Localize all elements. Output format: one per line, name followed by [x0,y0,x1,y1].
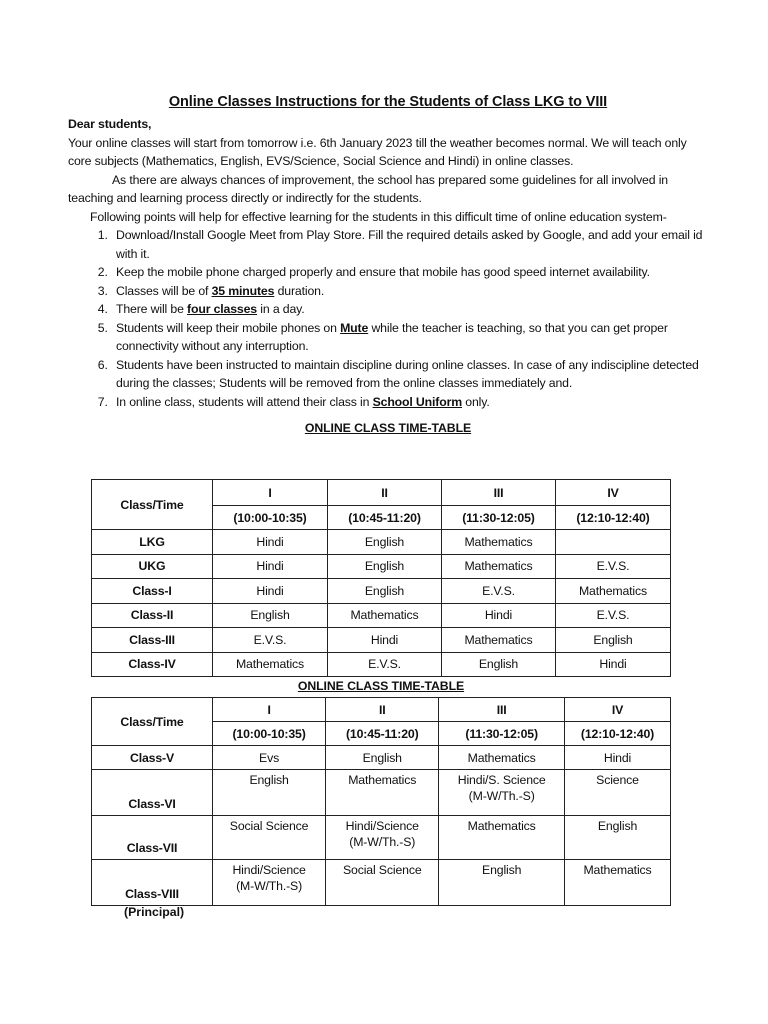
intro-paragraph: Your online classes will start from tomorrow i.e. 6th January 2023 till the weather becomes normal. We will teach only core subjects (Mathematics, English, EVS/Science, Social Science and Hindi) in online classes. [68,135,687,168]
table-row [92,579,671,604]
timetable-heading: ONLINE CLASS TIME-TABLE [304,421,472,435]
subject-cell [565,770,671,816]
subject-name: Mathematics [348,773,417,787]
subject-name: Hindi/S. Science [457,773,546,787]
class-time-header: Class/Time [92,698,213,746]
subject-cell: E.V.S. [441,579,555,604]
table-row [92,628,671,653]
table-row [92,816,671,860]
subject-days: (M-W/Th.-S) [468,789,535,803]
class-name: Class-III [92,628,213,653]
principal-signature: (Principal) [124,905,185,919]
greeting: Dear students, [68,117,152,131]
subject-cell [326,770,439,816]
subject-name: Hindi/Science [345,819,419,833]
emphasis: 35 minutes [211,283,275,298]
subject-cell: English [555,628,670,653]
subject-cell: Hindi [213,530,328,555]
subject-cell [213,746,326,770]
period-header: IV [555,480,670,506]
timetable-v-viii [91,697,671,906]
list-item: 4. There will be four classes in a day. [111,300,708,319]
class-name: LKG [92,530,213,555]
table-row [92,554,671,579]
subject-cell [565,746,671,770]
class-name: Class-VI [92,770,213,816]
table-header-row [92,480,671,506]
period-header: III [439,698,565,722]
subject-cell: Mathematics [328,603,442,628]
subject-cell: English [328,554,442,579]
list-item: 2. Keep the mobile phone charged properly and ensure that mobile has good speed internet availability. [111,263,708,282]
class-name: Class-VIII [92,860,213,906]
subject-cell: English [441,652,555,677]
table-header-row [92,698,671,722]
list-item: 7. In online class, students will attend their class in School Uniform only. [111,393,708,412]
subject-cell: E.V.S. [213,628,328,653]
list-item: 5. Students will keep their mobile phones on Mute while the teacher is teaching, so that you can get proper connectivity without any interruption. [111,319,708,356]
period-time: (12:10-12:40) [565,722,671,746]
subject-name: Hindi/Science [232,863,306,877]
improvement-paragraph: As there are always chances of improvement, the school has prepared some guidelines for all involved in teaching and learning process directly or indirectly for the students. [68,172,668,205]
subject-cell: English [328,579,442,604]
subject-name: Mathematics [583,863,652,877]
period-header: I [213,480,328,506]
period-time: (11:30-12:05) [439,722,565,746]
subject-name: English [482,863,522,877]
period-time: (10:00-10:35) [213,506,328,530]
class-name: Class-VII [92,816,213,860]
period-header: II [328,480,442,506]
subject-name: Mathematics [467,750,536,765]
page-title: Online Classes Instructions for the Students of Class LKG to VIII [168,94,608,110]
subject-name: Evs [259,750,280,765]
class-name: Class-IV [92,652,213,677]
emphasis: four classes [187,302,258,316]
class-name: UKG [92,554,213,579]
list-item: 3. Classes will be of 35 minutes duration. [111,282,708,301]
period-time: (10:45-11:20) [326,722,439,746]
subject-cell: Mathematics [441,628,555,653]
table-row [92,603,671,628]
subject-cell: Mathematics [441,530,555,555]
class-name: Class-I [92,579,213,604]
period-time: (10:00-10:35) [213,722,326,746]
subject-name: Science [596,773,639,787]
subject-cell [326,816,439,860]
period-header: IV [565,698,671,722]
subject-name: English [362,750,402,765]
subject-cell [213,860,326,906]
subject-cell [326,860,439,906]
emphasis: Mute [340,320,369,335]
table-row [92,530,671,555]
class-name: Class-II [92,603,213,628]
subject-name: Social Science [342,863,422,877]
subject-cell: English [328,530,442,555]
subject-cell: E.V.S. [328,652,442,677]
table-row [92,746,671,770]
subject-cell [565,816,671,860]
subject-cell [439,746,565,770]
subject-name: English [597,819,638,833]
timetable-lkg-iv [91,479,671,677]
timetable-heading-2: ONLINE CLASS TIME-TABLE [297,679,465,693]
subject-days: (M-W/Th.-S) [236,879,303,893]
table-row [92,770,671,816]
subject-cell [565,860,671,906]
period-time: (12:10-12:40) [555,506,670,530]
instructions-body [68,94,708,435]
subject-cell [439,860,565,906]
subject-cell [555,530,670,555]
subject-cell [439,770,565,816]
subject-cell: E.V.S. [555,603,670,628]
subject-cell: E.V.S. [555,554,670,579]
subject-cell: Hindi [441,603,555,628]
subject-name: Social Science [229,819,309,833]
period-header: I [213,698,326,722]
instruction-list [68,226,708,411]
emphasis: School Uniform [372,394,463,409]
list-item: 1. Download/Install Google Meet from Play Store. Fill the required details asked by Google, and add your email id with it. [111,226,708,263]
points-intro-paragraph: Following points will help for effective learning for the students in this difficult time of online education system- [90,209,667,224]
subject-cell: Hindi [213,579,328,604]
class-time-header: Class/Time [92,480,213,530]
period-header: II [326,698,439,722]
table-row [92,860,671,906]
subject-cell: Mathematics [555,579,670,604]
subject-cell: Hindi [328,628,442,653]
subject-cell [213,816,326,860]
subject-cell [213,770,326,816]
subject-name: English [249,773,289,787]
subject-cell: Mathematics [213,652,328,677]
subject-days: (M-W/Th.-S) [349,835,416,849]
list-item: 6. Students have been instructed to maintain discipline during online classes. In case of any indiscipline detected during the classes; Students will be removed from the online classes immediately and. [111,356,708,393]
table-row [92,652,671,677]
class-name: Class-V [92,746,213,770]
subject-cell: Mathematics [441,554,555,579]
subject-cell [326,746,439,770]
subject-cell: English [213,603,328,628]
period-time: (10:45-11:20) [328,506,442,530]
subject-cell: Hindi [555,652,670,677]
period-header: III [441,480,555,506]
subject-name: Hindi [603,750,632,765]
subject-cell [439,816,565,860]
period-time: (11:30-12:05) [441,506,555,530]
subject-cell: Hindi [213,554,328,579]
subject-name: Mathematics [467,819,536,833]
